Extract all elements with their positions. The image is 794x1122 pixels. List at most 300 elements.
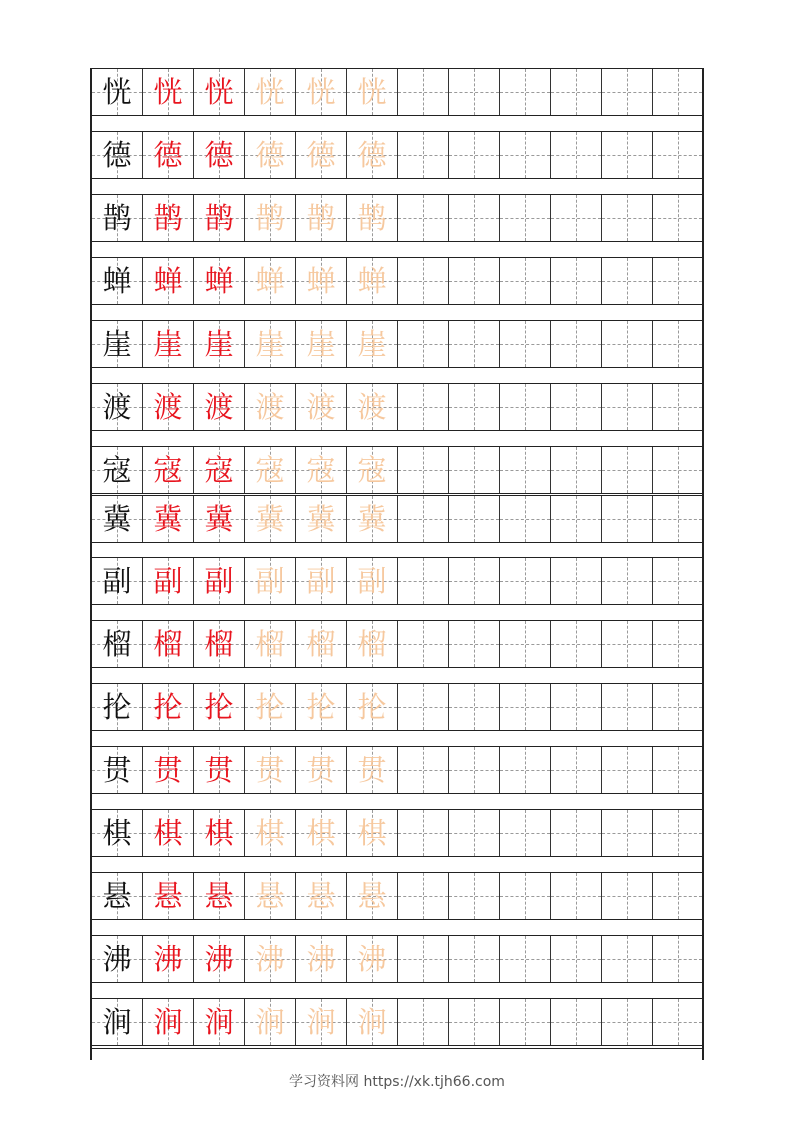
- trace-character: 棋: [357, 815, 387, 850]
- practice-cell-empty: [551, 999, 602, 1045]
- trace-character-cell: [245, 132, 296, 178]
- red-example-cell: [194, 684, 245, 730]
- model-character: 鹊: [102, 200, 132, 235]
- model-character-cell: [92, 195, 143, 241]
- model-character-cell: [92, 384, 143, 430]
- red-example-cell: [143, 321, 194, 367]
- red-example-cell: [143, 873, 194, 919]
- red-example-cell: [194, 384, 245, 430]
- red-example-cell: [194, 558, 245, 604]
- trace-character: 渡: [255, 389, 285, 424]
- practice-cell-empty: [653, 132, 702, 178]
- trace-character-cell: [347, 384, 398, 430]
- red-example-character: 悬: [153, 878, 183, 913]
- red-example-character: 棋: [204, 815, 234, 850]
- trace-character: 恍: [306, 74, 336, 109]
- practice-row: [92, 68, 702, 116]
- trace-character-cell: [245, 684, 296, 730]
- trace-character-cell: [296, 132, 347, 178]
- practice-row: [92, 131, 702, 179]
- red-example-character: 渡: [204, 389, 234, 424]
- practice-cell-empty: [398, 999, 449, 1045]
- model-character: 恍: [102, 74, 132, 109]
- red-example-cell: [194, 873, 245, 919]
- trace-character: 寇: [255, 452, 285, 487]
- practice-row: [92, 383, 702, 431]
- trace-character: 棋: [255, 815, 285, 850]
- partial-row: [92, 1048, 702, 1060]
- red-example-character: 棋: [153, 815, 183, 850]
- red-example-cell: [143, 258, 194, 304]
- practice-cell-empty: [551, 810, 602, 856]
- practice-cell-empty: [398, 621, 449, 667]
- trace-character-cell: [245, 384, 296, 430]
- trace-character-cell: [245, 258, 296, 304]
- practice-cell-empty: [449, 684, 500, 730]
- practice-cell-empty: [500, 747, 551, 793]
- practice-cell-empty: [653, 195, 702, 241]
- model-character-cell: [92, 258, 143, 304]
- practice-cell-empty: [653, 384, 702, 430]
- practice-cell-empty: [398, 496, 449, 542]
- practice-cell-empty: [500, 558, 551, 604]
- red-example-cell: [194, 810, 245, 856]
- practice-cell-empty: [500, 447, 551, 493]
- model-character-cell: [92, 621, 143, 667]
- red-example-character: 冀: [204, 501, 234, 536]
- red-example-character: 崖: [153, 326, 183, 361]
- trace-character: 副: [357, 563, 387, 598]
- model-character: 副: [102, 563, 132, 598]
- model-character: 崖: [102, 326, 132, 361]
- practice-cell-empty: [500, 321, 551, 367]
- red-example-cell: [194, 936, 245, 982]
- trace-character: 抡: [255, 689, 285, 724]
- trace-character: 德: [357, 137, 387, 172]
- practice-cell-empty: [551, 558, 602, 604]
- practice-cell-empty: [602, 69, 653, 115]
- model-character-cell: [92, 132, 143, 178]
- red-example-cell: [143, 621, 194, 667]
- practice-cell-empty: [500, 69, 551, 115]
- practice-cell-empty: [602, 936, 653, 982]
- practice-cell-empty: [449, 69, 500, 115]
- trace-character: 恍: [255, 74, 285, 109]
- model-character: 蝉: [102, 263, 132, 298]
- practice-cell-empty: [551, 936, 602, 982]
- practice-cell-empty: [500, 384, 551, 430]
- trace-character: 涧: [306, 1004, 336, 1039]
- red-example-cell: [143, 810, 194, 856]
- practice-cell-empty: [602, 258, 653, 304]
- practice-cell-empty: [449, 558, 500, 604]
- trace-character: 贯: [306, 752, 336, 787]
- trace-character-cell: [347, 810, 398, 856]
- model-character: 贯: [102, 752, 132, 787]
- red-example-cell: [143, 69, 194, 115]
- red-example-character: 沸: [204, 941, 234, 976]
- red-example-character: 德: [153, 137, 183, 172]
- trace-character-cell: [347, 999, 398, 1045]
- red-example-cell: [194, 195, 245, 241]
- red-example-character: 鹊: [153, 200, 183, 235]
- model-character-cell: [92, 321, 143, 367]
- trace-character-cell: [347, 69, 398, 115]
- practice-cell-empty: [551, 195, 602, 241]
- red-example-character: 涧: [153, 1004, 183, 1039]
- red-example-cell: [143, 558, 194, 604]
- practice-cell-empty: [653, 321, 702, 367]
- red-example-character: 蝉: [204, 263, 234, 298]
- red-example-character: 恍: [204, 74, 234, 109]
- practice-cell-empty: [500, 258, 551, 304]
- trace-character-cell: [245, 321, 296, 367]
- trace-character-cell: [296, 321, 347, 367]
- practice-cell-empty: [551, 684, 602, 730]
- practice-cell-empty: [602, 132, 653, 178]
- trace-character-cell: [296, 258, 347, 304]
- practice-cell-empty: [653, 496, 702, 542]
- trace-character-cell: [245, 936, 296, 982]
- practice-cell-empty: [500, 195, 551, 241]
- red-example-cell: [194, 258, 245, 304]
- red-example-cell: [194, 999, 245, 1045]
- trace-character-cell: [347, 621, 398, 667]
- model-character: 抡: [102, 689, 132, 724]
- practice-cell-empty: [551, 873, 602, 919]
- trace-character: 寇: [306, 452, 336, 487]
- red-example-character: 寇: [204, 452, 234, 487]
- trace-character-cell: [245, 558, 296, 604]
- red-example-cell: [194, 69, 245, 115]
- trace-character-cell: [296, 936, 347, 982]
- practice-cell-empty: [500, 621, 551, 667]
- trace-character-cell: [296, 496, 347, 542]
- practice-cell-empty: [653, 936, 702, 982]
- practice-cell-empty: [449, 195, 500, 241]
- trace-character-cell: [347, 873, 398, 919]
- practice-cell-empty: [449, 321, 500, 367]
- trace-character-cell: [347, 258, 398, 304]
- model-character: 渡: [102, 389, 132, 424]
- practice-row: [92, 935, 702, 983]
- red-example-character: 抡: [153, 689, 183, 724]
- trace-character-cell: [245, 810, 296, 856]
- practice-cell-empty: [398, 69, 449, 115]
- trace-character: 崖: [357, 326, 387, 361]
- trace-character: 鹊: [306, 200, 336, 235]
- trace-character-cell: [296, 747, 347, 793]
- practice-cell-empty: [449, 384, 500, 430]
- practice-cell-empty: [551, 384, 602, 430]
- practice-cell-empty: [398, 558, 449, 604]
- practice-cell-empty: [500, 936, 551, 982]
- practice-cell-empty: [653, 558, 702, 604]
- model-character: 悬: [102, 878, 132, 913]
- footer-watermark: 学习资料网 https://xk.tjh66.com: [289, 1074, 505, 1090]
- practice-cell-empty: [500, 810, 551, 856]
- red-example-character: 沸: [153, 941, 183, 976]
- trace-character-cell: [296, 447, 347, 493]
- trace-character: 冀: [306, 501, 336, 536]
- red-example-cell: [194, 321, 245, 367]
- practice-row: [92, 872, 702, 920]
- trace-character: 棋: [306, 815, 336, 850]
- practice-cell-empty: [653, 810, 702, 856]
- trace-character: 鹊: [255, 200, 285, 235]
- practice-row: [92, 620, 702, 668]
- trace-character: 抡: [357, 689, 387, 724]
- trace-character-cell: [245, 747, 296, 793]
- trace-character: 德: [255, 137, 285, 172]
- model-character-cell: [92, 999, 143, 1045]
- red-example-character: 副: [153, 563, 183, 598]
- trace-character-cell: [296, 999, 347, 1045]
- practice-cell-empty: [653, 747, 702, 793]
- practice-cell-empty: [398, 132, 449, 178]
- model-character-cell: [92, 496, 143, 542]
- model-character-cell: [92, 810, 143, 856]
- trace-character-cell: [296, 873, 347, 919]
- practice-cell-empty: [653, 447, 702, 493]
- practice-row: [92, 557, 702, 605]
- trace-character-cell: [245, 447, 296, 493]
- practice-cell-empty: [602, 195, 653, 241]
- trace-character: 榴: [357, 626, 387, 661]
- practice-cell-empty: [653, 999, 702, 1045]
- model-character: 棋: [102, 815, 132, 850]
- trace-character: 榴: [306, 626, 336, 661]
- model-character: 沸: [102, 941, 132, 976]
- practice-cell-empty: [602, 684, 653, 730]
- trace-character: 恍: [357, 74, 387, 109]
- trace-character: 贯: [357, 752, 387, 787]
- red-example-character: 寇: [153, 452, 183, 487]
- practice-cell-empty: [398, 684, 449, 730]
- trace-character: 抡: [306, 689, 336, 724]
- red-example-character: 涧: [204, 1004, 234, 1039]
- practice-cell-empty: [551, 258, 602, 304]
- trace-character: 蝉: [255, 263, 285, 298]
- red-example-character: 渡: [153, 389, 183, 424]
- practice-cell-empty: [449, 258, 500, 304]
- trace-character-cell: [347, 747, 398, 793]
- practice-row: [92, 495, 702, 543]
- model-character-cell: [92, 558, 143, 604]
- trace-character-cell: [347, 321, 398, 367]
- practice-cell-empty: [449, 999, 500, 1045]
- model-character-cell: [92, 684, 143, 730]
- practice-cell-empty: [602, 496, 653, 542]
- practice-cell-empty: [500, 684, 551, 730]
- model-character-cell: [92, 447, 143, 493]
- trace-character-cell: [245, 496, 296, 542]
- practice-cell-empty: [602, 999, 653, 1045]
- practice-cell-empty: [602, 447, 653, 493]
- practice-row: [92, 683, 702, 731]
- practice-cell-empty: [398, 195, 449, 241]
- practice-row: [92, 746, 702, 794]
- red-example-cell: [143, 447, 194, 493]
- practice-cell-empty: [398, 384, 449, 430]
- model-character: 榴: [102, 626, 132, 661]
- practice-cell-empty: [398, 873, 449, 919]
- trace-character: 蝉: [357, 263, 387, 298]
- practice-cell-empty: [551, 69, 602, 115]
- trace-character-cell: [296, 558, 347, 604]
- practice-cell-empty: [449, 873, 500, 919]
- red-example-cell: [143, 195, 194, 241]
- practice-cell-empty: [551, 747, 602, 793]
- trace-character: 榴: [255, 626, 285, 661]
- red-example-character: 榴: [204, 626, 234, 661]
- trace-character: 悬: [357, 878, 387, 913]
- red-example-character: 贯: [153, 752, 183, 787]
- trace-character: 德: [306, 137, 336, 172]
- trace-character: 涧: [255, 1004, 285, 1039]
- red-example-cell: [143, 684, 194, 730]
- practice-cell-empty: [602, 873, 653, 919]
- practice-cell-empty: [653, 873, 702, 919]
- trace-character: 涧: [357, 1004, 387, 1039]
- red-example-cell: [143, 132, 194, 178]
- trace-character-cell: [296, 195, 347, 241]
- practice-cell-empty: [551, 496, 602, 542]
- model-character: 德: [102, 137, 132, 172]
- model-character-cell: [92, 873, 143, 919]
- practice-cell-empty: [602, 810, 653, 856]
- trace-character-cell: [347, 447, 398, 493]
- practice-cell-empty: [551, 321, 602, 367]
- practice-row: [92, 809, 702, 857]
- practice-cell-empty: [653, 621, 702, 667]
- practice-cell-empty: [398, 258, 449, 304]
- trace-character-cell: [296, 621, 347, 667]
- practice-cell-empty: [653, 69, 702, 115]
- trace-character: 沸: [357, 941, 387, 976]
- trace-character-cell: [245, 621, 296, 667]
- trace-character-cell: [245, 999, 296, 1045]
- red-example-character: 贯: [204, 752, 234, 787]
- practice-cell-empty: [653, 258, 702, 304]
- practice-cell-empty: [602, 321, 653, 367]
- practice-cell-empty: [398, 447, 449, 493]
- trace-character: 冀: [255, 501, 285, 536]
- trace-character: 渡: [357, 389, 387, 424]
- practice-cell-empty: [551, 447, 602, 493]
- trace-character: 崖: [255, 326, 285, 361]
- model-character: 涧: [102, 1004, 132, 1039]
- model-character: 寇: [102, 452, 132, 487]
- trace-character-cell: [296, 69, 347, 115]
- practice-cell-empty: [653, 684, 702, 730]
- practice-cell-empty: [551, 132, 602, 178]
- trace-character: 悬: [306, 878, 336, 913]
- practice-cell-empty: [551, 621, 602, 667]
- practice-cell-empty: [500, 873, 551, 919]
- practice-cell-empty: [449, 496, 500, 542]
- trace-character: 沸: [306, 941, 336, 976]
- trace-character-cell: [347, 558, 398, 604]
- practice-cell-empty: [449, 810, 500, 856]
- red-example-cell: [194, 747, 245, 793]
- red-example-character: 抡: [204, 689, 234, 724]
- practice-row: [92, 194, 702, 242]
- red-example-character: 冀: [153, 501, 183, 536]
- practice-row: [92, 320, 702, 368]
- red-example-cell: [143, 747, 194, 793]
- red-example-character: 鹊: [204, 200, 234, 235]
- red-example-cell: [143, 936, 194, 982]
- trace-character-cell: [347, 132, 398, 178]
- model-character-cell: [92, 747, 143, 793]
- trace-character: 沸: [255, 941, 285, 976]
- model-character: 冀: [102, 501, 132, 536]
- practice-cell-empty: [602, 384, 653, 430]
- trace-character: 寇: [357, 452, 387, 487]
- trace-character-cell: [296, 810, 347, 856]
- trace-character-cell: [347, 496, 398, 542]
- red-example-cell: [143, 384, 194, 430]
- red-example-cell: [143, 496, 194, 542]
- practice-cell-empty: [398, 747, 449, 793]
- trace-character-cell: [296, 684, 347, 730]
- trace-character-cell: [245, 69, 296, 115]
- trace-character: 贯: [255, 752, 285, 787]
- trace-character: 鹊: [357, 200, 387, 235]
- practice-cell-empty: [398, 321, 449, 367]
- red-example-cell: [194, 447, 245, 493]
- trace-character: 渡: [306, 389, 336, 424]
- red-example-character: 崖: [204, 326, 234, 361]
- practice-cell-empty: [500, 132, 551, 178]
- red-example-character: 恍: [153, 74, 183, 109]
- trace-character: 副: [306, 563, 336, 598]
- red-example-character: 蝉: [153, 263, 183, 298]
- practice-sheet: [90, 68, 704, 1060]
- red-example-cell: [194, 621, 245, 667]
- red-example-cell: [143, 999, 194, 1045]
- red-example-cell: [194, 496, 245, 542]
- practice-cell-empty: [449, 936, 500, 982]
- trace-character-cell: [245, 873, 296, 919]
- model-character-cell: [92, 936, 143, 982]
- trace-character-cell: [296, 384, 347, 430]
- practice-cell-empty: [602, 558, 653, 604]
- practice-cell-empty: [449, 132, 500, 178]
- red-example-character: 德: [204, 137, 234, 172]
- practice-cell-empty: [449, 447, 500, 493]
- trace-character-cell: [347, 195, 398, 241]
- practice-row: [92, 446, 702, 494]
- trace-character: 冀: [357, 501, 387, 536]
- practice-cell-empty: [500, 496, 551, 542]
- trace-character-cell: [347, 936, 398, 982]
- trace-character: 悬: [255, 878, 285, 913]
- red-example-character: 榴: [153, 626, 183, 661]
- practice-row: [92, 998, 702, 1046]
- trace-character: 蝉: [306, 263, 336, 298]
- red-example-character: 副: [204, 563, 234, 598]
- practice-cell-empty: [398, 936, 449, 982]
- trace-character-cell: [245, 195, 296, 241]
- practice-cell-empty: [500, 999, 551, 1045]
- practice-cell-empty: [398, 810, 449, 856]
- practice-cell-empty: [602, 621, 653, 667]
- trace-character: 副: [255, 563, 285, 598]
- practice-cell-empty: [449, 747, 500, 793]
- trace-character-cell: [347, 684, 398, 730]
